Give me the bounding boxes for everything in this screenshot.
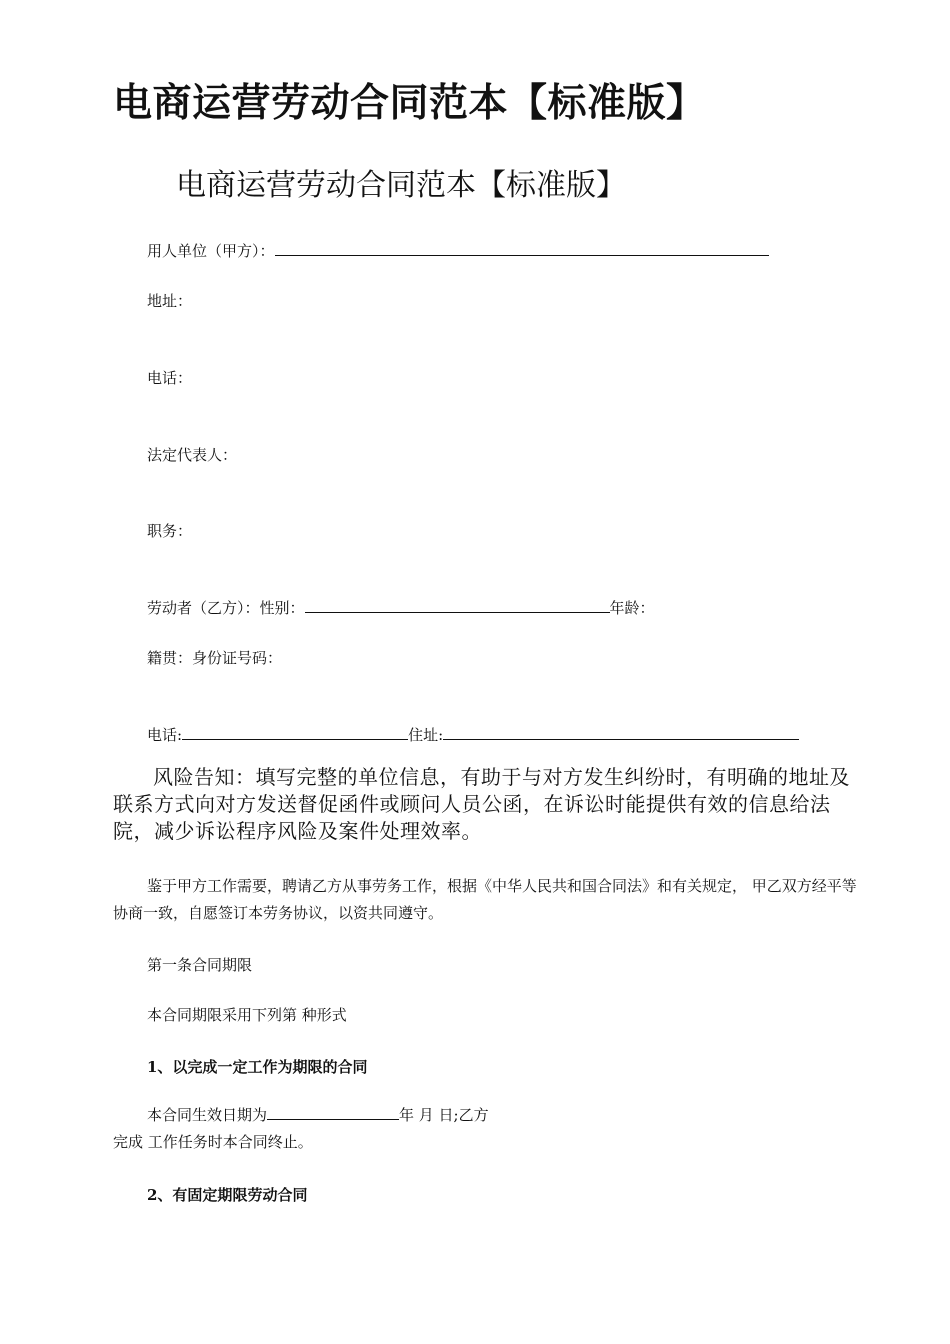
employee-origin-label: 籍贯：身份证号码：: [147, 649, 283, 667]
completion-clause: 完成 工作任务时本合同终止。: [113, 1133, 313, 1151]
effective-date-suffix: 年 月 日;乙方: [399, 1106, 489, 1124]
employee-residence-label: 住址:: [408, 726, 444, 744]
employee-age-label: 年龄：: [609, 599, 655, 617]
preamble-paragraph: 鉴于甲方工作需要，聘请乙方从事劳务工作，根据《中华人民共和国合同法》和有关规定， 甲乙双方经平等协商一致，自愿签订本劳务协议，以资共同遵守。: [113, 877, 857, 922]
document-title: 电商运营劳动合同范本【标准版】: [113, 80, 706, 126]
option-2-heading: 2、有固定期限劳动合同: [147, 1186, 308, 1204]
employee-contact-row: [147, 724, 799, 745]
position-label: 职务：: [147, 522, 193, 540]
employer-unit-blank[interactable]: [275, 241, 769, 256]
employer-address-label: 地址：: [147, 292, 193, 310]
document-subtitle: 电商运营劳动合同范本【标准版】: [176, 168, 626, 203]
legal-representative-label: 法定代表人：: [147, 446, 238, 464]
employee-gender-row: [147, 597, 655, 618]
risk-notice: 风险告知：填写完整的单位信息，有助于与对方发生纠纷时，有明确的地址及联系方式向对方发送督促函件或顾问人员公函，在诉讼时能提供有效的信息给法院，减少诉讼程序风险及案件处理效率。: [113, 765, 850, 843]
article-1-intro: 本合同期限采用下列第 种形式: [147, 1006, 347, 1024]
employee-gender-label: 劳动者（乙方）：性别：: [147, 599, 305, 617]
employer-unit-label: 用人单位（甲方）：: [147, 242, 275, 260]
effective-date-blank[interactable]: [267, 1105, 399, 1120]
employer-phone-label: 电话：: [147, 369, 193, 387]
employer-unit-row: [147, 240, 769, 261]
effective-date-row: [147, 1104, 489, 1125]
employee-phone-blank[interactable]: [182, 725, 408, 740]
effective-date-prefix: 本合同生效日期为: [147, 1106, 268, 1124]
option-1-heading: 1、以完成一定工作为期限的合同: [147, 1058, 368, 1076]
employee-gender-blank[interactable]: [305, 598, 610, 613]
employee-phone-label: 电话:: [147, 726, 183, 744]
article-1-heading: 第一条合同期限: [147, 956, 253, 974]
employee-residence-blank[interactable]: [443, 725, 799, 740]
